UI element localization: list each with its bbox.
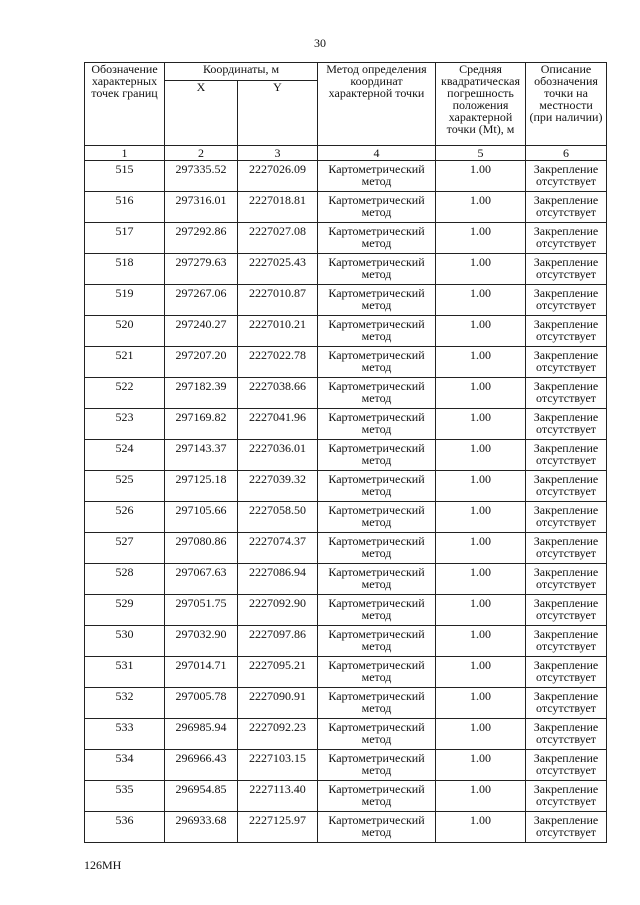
cell-y: 2227038.66 [238,378,318,409]
cell-method: Картометрический метод [318,812,436,843]
cell-y: 2227086.94 [238,564,318,595]
cell-error: 1.00 [436,347,526,378]
cell-x: 297080.86 [165,533,238,564]
cell-point: 529 [85,595,165,626]
cell-error: 1.00 [436,223,526,254]
cell-description: Закрепление отсутствует [526,595,607,626]
cell-x: 296933.68 [165,812,238,843]
cell-description: Закрепление отсутствует [526,192,607,223]
cell-x: 296954.85 [165,781,238,812]
cell-method: Картометрический метод [318,750,436,781]
cell-x: 297207.20 [165,347,238,378]
cell-method: Картометрический метод [318,347,436,378]
cell-y: 2227092.90 [238,595,318,626]
cell-x: 297067.63 [165,564,238,595]
cell-method: Картометрический метод [318,564,436,595]
cell-point: 532 [85,688,165,719]
table-row [85,285,607,316]
cell-description: Закрепление отсутствует [526,471,607,502]
table-row [85,502,607,533]
header-error: Средняя квадратическая погрешность положения характерной точки (Мt), м [436,63,526,146]
cell-description: Закрепление отсутствует [526,533,607,564]
column-number: 1 [85,146,165,161]
cell-x: 297292.86 [165,223,238,254]
cell-x: 297014.71 [165,657,238,688]
cell-y: 2227092.23 [238,719,318,750]
cell-method: Картометрический метод [318,161,436,192]
cell-point: 530 [85,626,165,657]
table-row [85,440,607,471]
table-row [85,564,607,595]
table-row [85,378,607,409]
cell-y: 2227027.08 [238,223,318,254]
cell-method: Картометрический метод [318,192,436,223]
cell-y: 2227039.32 [238,471,318,502]
cell-description: Закрепление отсутствует [526,750,607,781]
cell-point: 515 [85,161,165,192]
table-row [85,657,607,688]
header-method: Метод определения координат характерной точки [318,63,436,146]
cell-error: 1.00 [436,564,526,595]
cell-point: 534 [85,750,165,781]
table-row [85,688,607,719]
cell-x: 297240.27 [165,316,238,347]
cell-method: Картометрический метод [318,502,436,533]
cell-error: 1.00 [436,750,526,781]
table-row [85,595,607,626]
cell-y: 2227090.91 [238,688,318,719]
cell-description: Закрепление отсутствует [526,223,607,254]
cell-point: 533 [85,719,165,750]
cell-description: Закрепление отсутствует [526,626,607,657]
table-row [85,347,607,378]
cell-description: Закрепление отсутствует [526,502,607,533]
cell-x: 297105.66 [165,502,238,533]
cell-description: Закрепление отсутствует [526,161,607,192]
cell-description: Закрепление отсутствует [526,719,607,750]
cell-x: 297032.90 [165,626,238,657]
cell-error: 1.00 [436,533,526,564]
cell-y: 2227074.37 [238,533,318,564]
cell-method: Картометрический метод [318,409,436,440]
cell-y: 2227036.01 [238,440,318,471]
cell-error: 1.00 [436,471,526,502]
cell-method: Картометрический метод [318,378,436,409]
table-row [85,533,607,564]
cell-point: 523 [85,409,165,440]
cell-point: 517 [85,223,165,254]
header-description: Описание обозначения точки на местности (при наличии) [526,63,607,146]
table-row [85,719,607,750]
cell-x: 297335.52 [165,161,238,192]
cell-x: 297169.82 [165,409,238,440]
cell-method: Картометрический метод [318,719,436,750]
cell-method: Картометрический метод [318,254,436,285]
cell-error: 1.00 [436,626,526,657]
table-row [85,750,607,781]
cell-y: 2227025.43 [238,254,318,285]
cell-point: 526 [85,502,165,533]
cell-method: Картометрический метод [318,440,436,471]
cell-error: 1.00 [436,409,526,440]
cell-y: 2227113.40 [238,781,318,812]
cell-method: Картометрический метод [318,223,436,254]
cell-description: Закрепление отсутствует [526,254,607,285]
cell-x: 297279.63 [165,254,238,285]
cell-method: Картометрический метод [318,595,436,626]
cell-method: Картометрический метод [318,471,436,502]
table-row [85,223,607,254]
header-coordinates: Координаты, м [165,63,318,81]
cell-y: 2227010.21 [238,316,318,347]
table-row [85,161,607,192]
footer-code: 126МН [84,858,122,872]
cell-error: 1.00 [436,595,526,626]
cell-error: 1.00 [436,781,526,812]
cell-y: 2227095.21 [238,657,318,688]
header-y: Y [238,81,318,146]
cell-x: 297143.37 [165,440,238,471]
cell-y: 2227041.96 [238,409,318,440]
cell-x: 297125.18 [165,471,238,502]
cell-method: Картометрический метод [318,285,436,316]
cell-method: Картометрический метод [318,657,436,688]
cell-error: 1.00 [436,688,526,719]
cell-point: 527 [85,533,165,564]
cell-description: Закрепление отсутствует [526,285,607,316]
cell-description: Закрепление отсутствует [526,688,607,719]
cell-error: 1.00 [436,719,526,750]
cell-error: 1.00 [436,502,526,533]
cell-y: 2227058.50 [238,502,318,533]
cell-point: 521 [85,347,165,378]
cell-y: 2227018.81 [238,192,318,223]
cell-error: 1.00 [436,812,526,843]
table-row [85,192,607,223]
cell-description: Закрепление отсутствует [526,657,607,688]
cell-description: Закрепление отсутствует [526,316,607,347]
cell-y: 2227010.87 [238,285,318,316]
cell-description: Закрепление отсутствует [526,347,607,378]
cell-x: 297051.75 [165,595,238,626]
column-number: 2 [165,146,238,161]
table-body [85,161,607,843]
cell-error: 1.00 [436,161,526,192]
cell-y: 2227125.97 [238,812,318,843]
cell-x: 296985.94 [165,719,238,750]
header-designation: Обозначение характерных точек границ [85,63,165,146]
cell-method: Картометрический метод [318,316,436,347]
cell-error: 1.00 [436,440,526,471]
cell-error: 1.00 [436,192,526,223]
table-row [85,409,607,440]
cell-description: Закрепление отсутствует [526,812,607,843]
cell-x: 296966.43 [165,750,238,781]
cell-error: 1.00 [436,657,526,688]
cell-x: 297316.01 [165,192,238,223]
cell-description: Закрепление отсутствует [526,409,607,440]
cell-point: 531 [85,657,165,688]
cell-point: 528 [85,564,165,595]
cell-x: 297267.06 [165,285,238,316]
cell-y: 2227103.15 [238,750,318,781]
cell-description: Закрепление отсутствует [526,781,607,812]
page-number: 30 [314,36,326,50]
cell-point: 536 [85,812,165,843]
cell-point: 518 [85,254,165,285]
table-row [85,316,607,347]
table-row [85,781,607,812]
cell-point: 520 [85,316,165,347]
cell-method: Картометрический метод [318,688,436,719]
column-number: 3 [238,146,318,161]
cell-method: Картометрический метод [318,626,436,657]
cell-point: 535 [85,781,165,812]
cell-description: Закрепление отсутствует [526,564,607,595]
cell-description: Закрепление отсутствует [526,378,607,409]
cell-point: 522 [85,378,165,409]
cell-point: 525 [85,471,165,502]
table-row [85,471,607,502]
column-number: 5 [436,146,526,161]
cell-error: 1.00 [436,316,526,347]
column-number: 4 [318,146,436,161]
table-row [85,812,607,843]
cell-method: Картометрический метод [318,533,436,564]
cell-description: Закрепление отсутствует [526,440,607,471]
cell-point: 516 [85,192,165,223]
cell-x: 297182.39 [165,378,238,409]
cell-error: 1.00 [436,254,526,285]
cell-error: 1.00 [436,285,526,316]
header-x: X [165,81,238,146]
table-row [85,626,607,657]
cell-error: 1.00 [436,378,526,409]
cell-y: 2227097.86 [238,626,318,657]
table-row [85,254,607,285]
column-number: 6 [526,146,607,161]
cell-y: 2227026.09 [238,161,318,192]
cell-y: 2227022.78 [238,347,318,378]
cell-x: 297005.78 [165,688,238,719]
cell-method: Картометрический метод [318,781,436,812]
cell-point: 519 [85,285,165,316]
cell-point: 524 [85,440,165,471]
coordinates-table [84,62,607,843]
